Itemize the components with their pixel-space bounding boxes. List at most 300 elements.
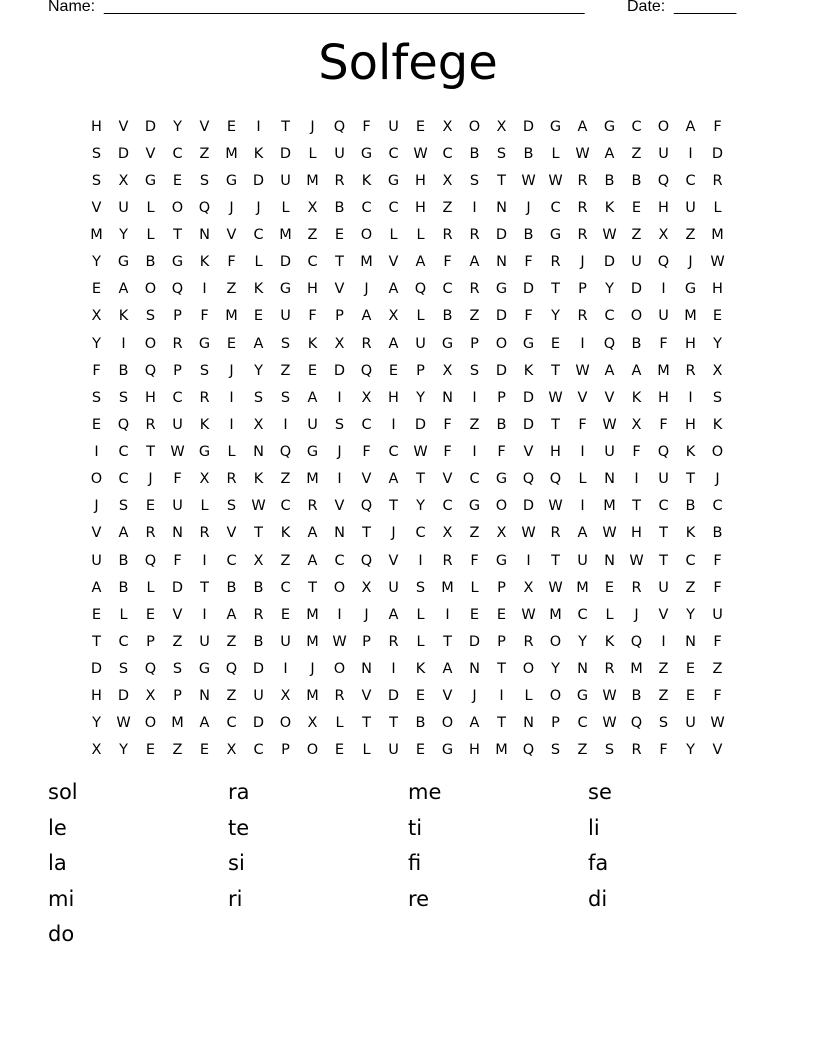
grid-letter: W [629,552,644,569]
word-search-grid [83,113,731,764]
grid-letter: I [283,661,288,678]
grid-letter: E [172,172,183,189]
grid-letter: F [659,416,668,433]
grid-letter: D [522,498,535,515]
grid-letter: O [333,579,346,596]
grid-letter: O [306,742,319,759]
grid-letter: O [495,335,508,352]
grid-letter: F [227,254,236,271]
grid-letter: D [252,715,265,732]
grid-letter: N [523,715,534,732]
grid-letter: W [602,416,617,433]
grid-letter: Q [522,742,535,759]
grid-letter: C [604,308,615,325]
grid-letter: P [551,715,560,732]
grid-letter: G [225,172,238,189]
grid-letter: K [415,661,426,678]
grid-letter: I [94,444,99,461]
grid-letter: Y [119,742,128,759]
grid-letter: V [91,525,102,542]
grid-letter: E [145,498,156,515]
grid-row [83,222,731,249]
grid-letter: A [388,335,399,352]
grid-letter: T [551,552,560,569]
grid-letter: D [495,227,508,244]
grid-letter: C [226,552,237,569]
grid-letter: E [334,742,345,759]
grid-letter: I [121,335,126,352]
grid-letter: J [634,606,639,623]
grid-letter: O [468,118,481,135]
grid-letter: F [713,633,722,650]
grid-letter: Y [119,227,128,244]
grid-letter: Z [631,227,642,244]
grid-letter: R [388,633,399,650]
grid-letter: B [226,579,237,596]
grid-letter: U [415,335,426,352]
grid-letter: X [253,552,264,569]
grid-letter: I [445,606,450,623]
grid-letter: B [523,227,534,244]
grid-letter: J [364,281,369,298]
grid-letter: E [226,335,237,352]
grid-letter: D [414,416,427,433]
grid-letter: A [307,525,318,542]
grid-letter: M [684,308,697,325]
grid-letter: V [388,254,399,271]
grid-letter: G [522,335,535,352]
grid-letter: R [253,606,264,623]
grid-letter: E [253,308,264,325]
grid-letter: T [416,471,425,488]
grid-letter: C [361,199,372,216]
grid-letter: Y [254,362,263,379]
grid-letter: P [497,579,506,596]
grid-letter: I [688,389,693,406]
grid-letter: M [225,308,238,325]
grid-letter: M [603,498,616,515]
grid-letter: W [413,444,428,461]
grid-letter: G [576,688,589,705]
date-blank-line: _______ [674,0,737,15]
grid-letter: L [281,199,290,216]
grid-letter: A [361,308,372,325]
grid-letter: L [119,606,128,623]
grid-letter: C [685,552,696,569]
grid-letter: T [686,471,695,488]
grid-letter: T [551,281,560,298]
grid-letter: R [631,742,642,759]
grid-letter: X [496,525,507,542]
grid-letter: K [604,633,615,650]
grid-letter: U [307,416,318,433]
grid-letter: E [91,606,102,623]
grid-letter: G [549,227,562,244]
grid-letter: Y [92,715,101,732]
grid-letter: R [469,281,480,298]
grid-letter: G [468,498,481,515]
grid-letter: I [499,688,504,705]
grid-letter: U [631,254,642,271]
grid-letter: T [362,525,371,542]
grid-letter: H [91,688,102,705]
grid-letter: G [495,552,508,569]
grid-letter: I [661,281,666,298]
grid-letter: N [469,661,480,678]
grid-letter: O [144,335,157,352]
grid-letter: B [496,416,507,433]
grid-letter: D [171,579,184,596]
grid-letter: C [307,254,318,271]
grid-letter: W [548,498,563,515]
grid-letter: G [360,145,373,162]
grid-letter: X [199,471,210,488]
grid-letter: Z [199,145,210,162]
grid-letter: B [253,579,264,596]
grid-letter: N [334,525,345,542]
grid-letter: D [252,172,265,189]
grid-letter: X [631,416,642,433]
grid-letter: Q [630,715,643,732]
grid-letter: R [685,362,696,379]
grid-letter: M [306,633,319,650]
grid-letter: V [577,389,588,406]
word-bank-item: re [408,886,430,911]
grid-letter: Q [360,498,373,515]
grid-letter: P [497,389,506,406]
grid-letter: I [391,661,396,678]
grid-letter: W [521,172,536,189]
grid-letter: I [256,118,261,135]
grid-letter: G [279,281,292,298]
grid-letter: Y [686,606,695,623]
grid-letter: T [200,579,209,596]
grid-letter: B [118,362,129,379]
word-bank-item: se [588,780,612,804]
grid-letter: Q [117,416,130,433]
grid-letter: Y [551,308,560,325]
grid-letter: T [497,715,506,732]
grid-letter: G [441,335,454,352]
grid-letter: X [91,742,102,759]
grid-letter: W [521,606,536,623]
grid-letter: I [229,389,234,406]
grid-letter: T [389,715,398,732]
word-bank-item: mi [48,886,75,911]
grid-letter: B [685,498,696,515]
grid-letter: B [442,308,453,325]
grid-letter: R [307,498,318,515]
worksheet-header [48,0,748,20]
grid-letter: W [548,172,563,189]
grid-letter: N [442,389,453,406]
grid-letter: N [685,633,696,650]
grid-letter: T [443,633,452,650]
grid-letter: R [550,254,561,271]
grid-letter: C [550,199,561,216]
grid-letter: S [496,145,507,162]
grid-letter: Q [225,661,238,678]
word-bank-item: la [48,851,67,875]
grid-letter: C [172,389,183,406]
grid-letter: W [710,715,725,732]
grid-letter: C [658,498,669,515]
grid-row [83,384,731,411]
grid-letter: O [90,471,103,488]
grid-letter: T [92,633,101,650]
grid-letter: E [685,661,696,678]
grid-letter: X [91,308,102,325]
grid-letter: C [631,118,642,135]
grid-letter: Z [685,227,696,244]
grid-letter: L [470,579,479,596]
grid-letter: G [495,471,508,488]
grid-letter: Q [603,335,616,352]
grid-letter: B [118,552,129,569]
grid-letter: H [415,199,426,216]
grid-letter: S [334,416,345,433]
grid-letter: S [226,498,237,515]
grid-letter: B [523,145,534,162]
grid-letter: G [198,444,211,461]
grid-letter: G [171,254,184,271]
grid-letter: U [685,199,696,216]
grid-letter: V [91,199,102,216]
grid-letter: S [550,742,561,759]
grid-letter: K [523,362,534,379]
grid-letter: A [577,118,588,135]
grid-letter: M [90,227,103,244]
grid-letter: E [91,416,102,433]
grid-letter: J [148,471,153,488]
grid-letter: L [200,498,209,515]
grid-letter: C [361,416,372,433]
grid-letter: S [91,172,102,189]
grid-letter: X [523,579,534,596]
grid-letter: I [472,389,477,406]
grid-letter: B [712,525,723,542]
grid-letter: E [415,688,426,705]
grid-letter: Z [172,633,183,650]
grid-letter: X [307,715,318,732]
grid-letter: Y [686,742,695,759]
grid-letter: T [659,552,668,569]
grid-letter: Q [657,444,670,461]
grid-letter: J [310,661,315,678]
grid-letter: J [472,688,477,705]
grid-letter: N [577,661,588,678]
grid-letter: H [145,389,156,406]
grid-letter: S [91,389,102,406]
grid-letter: D [603,254,616,271]
grid-letter: H [658,199,669,216]
grid-letter: H [550,444,561,461]
grid-letter: Y [578,633,587,650]
grid-letter: R [442,552,453,569]
grid-letter: W [413,145,428,162]
grid-letter: B [415,715,426,732]
grid-letter: C [118,633,129,650]
grid-letter: I [580,335,585,352]
grid-letter: W [332,633,347,650]
grid-letter: I [337,389,342,406]
grid-letter: X [280,688,291,705]
grid-letter: M [360,254,373,271]
grid-letter: M [171,715,184,732]
grid-letter: N [604,471,615,488]
grid-letter: I [418,552,423,569]
grid-row [83,683,731,710]
grid-letter: M [630,661,643,678]
grid-letter: F [362,118,371,135]
grid-letter: K [253,471,264,488]
grid-letter: C [415,525,426,542]
grid-letter: D [333,362,346,379]
grid-letter: F [173,471,182,488]
grid-letter: T [632,498,641,515]
word-bank-item: me [408,780,442,804]
grid-letter: G [387,172,400,189]
grid-letter: T [497,661,506,678]
grid-letter: B [604,172,615,189]
grid-letter: R [334,688,345,705]
grid-letter: D [522,416,535,433]
puzzle-title: Solfege [318,35,498,91]
grid-letter: Q [360,552,373,569]
grid-letter: Z [226,688,237,705]
grid-letter: U [91,552,102,569]
grid-letter: D [522,389,535,406]
date-label: Date: [627,0,666,15]
grid-letter: H [307,281,318,298]
grid-letter: U [172,498,183,515]
grid-letter: W [521,525,536,542]
grid-letter: V [361,471,372,488]
grid-letter: C [253,742,264,759]
grid-letter: A [388,281,399,298]
grid-letter: C [712,498,723,515]
grid-letter: C [280,579,291,596]
grid-letter: M [306,688,319,705]
grid-letter: Z [280,552,291,569]
grid-letter: R [577,172,588,189]
grid-row [83,411,731,438]
grid-letter: K [685,444,696,461]
grid-letter: V [388,552,399,569]
grid-letter: O [333,661,346,678]
grid-letter: A [469,254,480,271]
grid-letter: K [253,281,264,298]
grid-letter: G [198,661,211,678]
grid-letter: G [306,444,319,461]
grid-letter: J [391,525,396,542]
grid-letter: L [605,606,614,623]
grid-letter: Q [171,281,184,298]
grid-letter: O [360,227,373,244]
grid-letter: Q [144,362,157,379]
grid-letter: N [604,552,615,569]
grid-letter: I [661,633,666,650]
grid-letter: T [146,444,155,461]
grid-letter: S [199,362,210,379]
grid-letter: Z [631,145,642,162]
grid-letter: R [172,335,183,352]
grid-letter: Q [657,172,670,189]
grid-row [83,439,731,466]
grid-letter: E [496,606,507,623]
grid-letter: L [308,145,317,162]
grid-letter: T [362,715,371,732]
grid-letter: W [251,498,266,515]
grid-letter: R [145,416,156,433]
grid-letter: U [388,742,399,759]
grid-letter: Q [522,471,535,488]
grid-letter: P [173,362,182,379]
grid-letter: E [199,742,210,759]
grid-letter: S [280,389,291,406]
grid-letter: N [199,227,210,244]
grid-letter: Q [360,362,373,379]
grid-letter: J [526,199,531,216]
grid-letter: K [361,172,372,189]
grid-letter: U [280,633,291,650]
grid-row [83,167,731,194]
grid-letter: X [658,227,669,244]
grid-letter: W [575,362,590,379]
grid-letter: F [443,254,452,271]
grid-letter: F [713,552,722,569]
grid-letter: I [472,444,477,461]
grid-letter: R [226,471,237,488]
grid-letter: A [253,335,264,352]
grid-letter: I [391,416,396,433]
grid-row [83,520,731,547]
grid-letter: R [145,525,156,542]
grid-letter: V [334,498,345,515]
grid-letter: Y [605,281,614,298]
grid-letter: L [254,254,263,271]
grid-letter: I [337,606,342,623]
grid-letter: F [578,416,587,433]
word-bank-item: te [228,815,250,840]
grid-letter: U [577,552,588,569]
grid-letter: E [145,606,156,623]
grid-letter: F [659,335,668,352]
grid-letter: S [172,661,183,678]
grid-letter: Z [442,199,453,216]
grid-letter: W [602,688,617,705]
grid-letter: S [253,389,264,406]
grid-letter: H [415,172,426,189]
grid-letter: E [604,579,615,596]
grid-letter: L [227,444,236,461]
grid-letter: B [469,145,480,162]
grid-letter: U [118,199,129,216]
grid-letter: Q [414,281,427,298]
grid-letter: G [198,335,211,352]
grid-letter: P [281,742,290,759]
grid-letter: O [279,715,292,732]
grid-letter: V [172,606,183,623]
grid-letter: C [334,552,345,569]
grid-letter: A [307,389,318,406]
grid-letter: F [92,362,101,379]
grid-letter: K [604,199,615,216]
grid-letter: V [199,118,210,135]
grid-letter: A [469,715,480,732]
grid-letter: U [280,308,291,325]
grid-letter: X [334,335,345,352]
